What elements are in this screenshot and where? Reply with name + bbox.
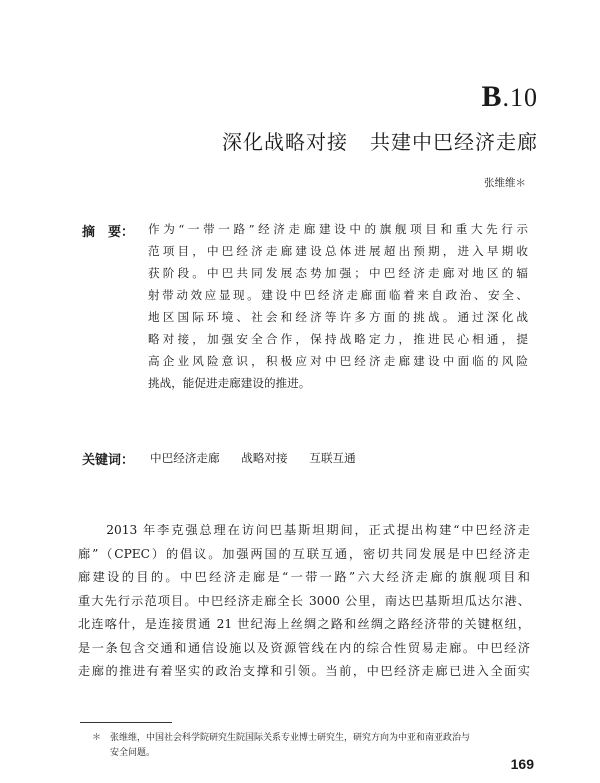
- body-line: 廊”（CPEC）的倡议。加强两国的互联互通，密切共同发展是中巴经济走: [78, 546, 530, 561]
- body-paragraph: [78, 519, 530, 684]
- body-line: 2013 年李克强总理在访问巴基斯坦期间，正式提出构建“中巴经济走: [78, 523, 530, 537]
- footnote-line: ＊ 张维维，中国社会科学院研究生院国际关系专业博士研究生，研究方向为中亚和南亚政治与: [92, 733, 471, 743]
- abstract-line: 获阶段。中巴共同发展态势加强；中巴经济走廊对地区的辐: [148, 266, 528, 280]
- page-title: [222, 126, 538, 155]
- keyword-item: 互联互通: [309, 451, 356, 465]
- body-line: 走廊的推进有着坚实的政治支撑和引领。当前，中巴经济走廊已进入全面实: [78, 664, 530, 678]
- body-line: 重大先行示范项目。中巴经济走廊全长 3000 公里，南达巴基斯坦瓜达尔港、: [78, 593, 530, 608]
- abstract-line: 略对接，加强安全合作，保持战略定力，推进民心相通，提: [148, 332, 528, 346]
- body-line: 廊建设的目的。中巴经济走廊是“一带一路”六大经济走廊的旗舰项目和: [78, 570, 530, 584]
- keywords-list: [150, 450, 374, 466]
- page-number: 169: [510, 756, 534, 772]
- author-name: 张维维＊: [484, 177, 526, 189]
- abstract-line: 作为“一带一路”经济走廊建设中的旗舰项目和重大先行示: [148, 222, 528, 236]
- abstract-text: [148, 218, 528, 394]
- chapter-index: .10: [502, 83, 538, 112]
- abstract-line: 范项目，中巴经济走廊建设总体进展超出预期，进入早期收: [148, 244, 528, 258]
- chapter-number: [481, 80, 538, 114]
- keyword-item: 中巴经济走廊: [150, 451, 220, 465]
- chapter-letter: B: [481, 80, 503, 113]
- title-part-1: 深化战略对接: [222, 130, 348, 154]
- abstract-line: 地区国际环境、社会和经济等许多方面的挑战。通过深化战: [148, 310, 528, 324]
- footnote-divider: [80, 722, 172, 723]
- abstract-line: 挑战，能促进走廊建设的推进。: [148, 376, 311, 390]
- abstract-line: 高企业风险意识，积极应对中巴经济走廊建设中面临的风险: [148, 354, 528, 368]
- footnote: [92, 731, 532, 761]
- keywords-label: 关键词：: [82, 453, 135, 468]
- keyword-item: 战略对接: [241, 451, 288, 465]
- footnote-line: 安全问题。: [92, 748, 156, 758]
- body-line: 北连喀什，是连接贯通 21 世纪海上丝绸之路和丝绸之路经济带的关键枢纽，: [78, 617, 530, 631]
- abstract-label: 摘 要：: [82, 225, 135, 240]
- title-part-2: 共建中巴经济走廊: [370, 130, 538, 154]
- abstract-line: 射带动效应显现。建设中巴经济走廊面临着来自政治、安全、: [148, 288, 528, 302]
- body-line: 是一条包含交通和通信设施以及资源管线在内的综合性贸易走廊。中巴经济: [78, 640, 530, 655]
